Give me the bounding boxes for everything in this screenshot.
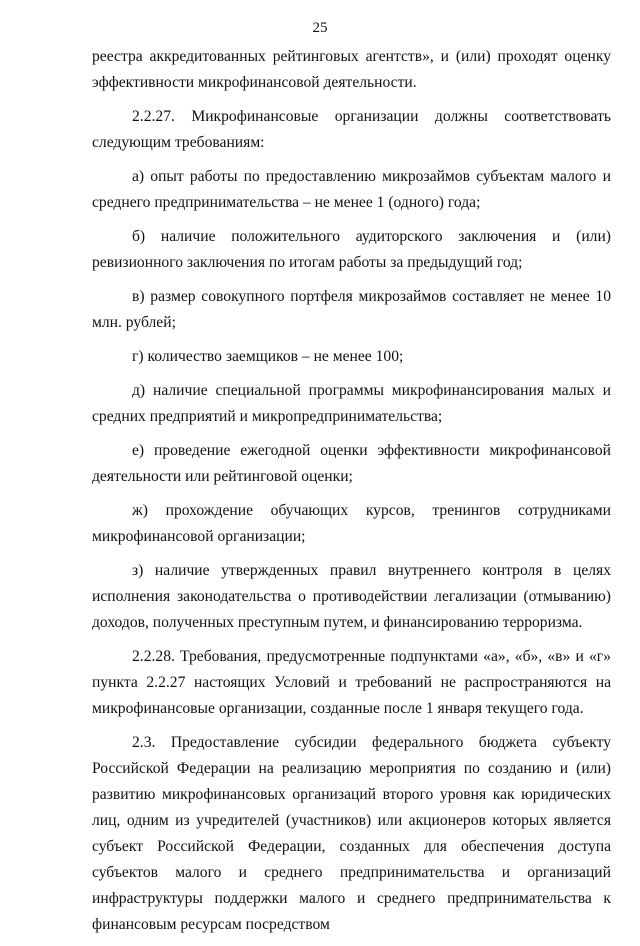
paragraph-2-2-28: 2.2.28. Требования, предусмотренные подпунктами «а», «б», «в» и «г» пункта 2.2.27 настоящих Условий и требований не распространяются на микрофинансовые организации, созданные после 1 января текущего года. (92, 648, 611, 717)
list-item-a: а) опыт работы по предоставлению микрозаймов субъектам малого и среднего предпринимательства – не менее 1 (одного) года; (92, 168, 611, 211)
paragraph-2-2-27: 2.2.27. Микрофинансовые организации должны соответствовать следующим требованиям: (92, 108, 611, 151)
list-item-g: г) количество заемщиков – не менее 100; (132, 348, 404, 365)
list-item-v: в) размер совокупного портфеля микрозаймов составляет не менее 10 млн. рублей; (92, 288, 611, 331)
list-item-b: б) наличие положительного аудиторского заключения и (или) ревизионного заключения по итогам работы за предыдущий год; (92, 228, 611, 271)
page-number: 25 (312, 20, 328, 36)
list-item-e: е) проведение ежегодной оценки эффективности микрофинансовой деятельности или рейтинговой оценки; (92, 442, 611, 485)
document-body (92, 44, 611, 946)
list-item-zh: ж) прохождение обучающих курсов, тренингов сотрудниками микрофинансовой организации; (92, 502, 611, 545)
paragraph-continuation: реестра аккредитованных рейтинговых агентств», и (или) проходят оценку эффективности микрофинансовой деятельности. (92, 48, 611, 91)
list-item-z: з) наличие утвержденных правил внутреннего контроля в целях исполнения законодательства о противодействии легализации (отмыванию) доходов, полученных преступным путем, и финансированию терроризма. (92, 562, 611, 631)
paragraph-2-3: 2.3. Предоставление субсидии федерального бюджета субъекту Российской Федерации на реализацию мероприятия по созданию и (или) развитию микрофинансовых организаций второго уровня как юридических лиц, одним из учредителей (участников) или акционеров которых является субъект Российской Федерации, созданных для обеспечения доступа субъектов малого и среднего предпринимательства и организаций инфраструктуры поддержки малого и среднего предпринимательства к финансовым ресурсам посредством (92, 734, 611, 933)
list-item-d: д) наличие специальной программы микрофинансирования малых и средних предприятий и микропредпринимательства; (92, 382, 611, 425)
